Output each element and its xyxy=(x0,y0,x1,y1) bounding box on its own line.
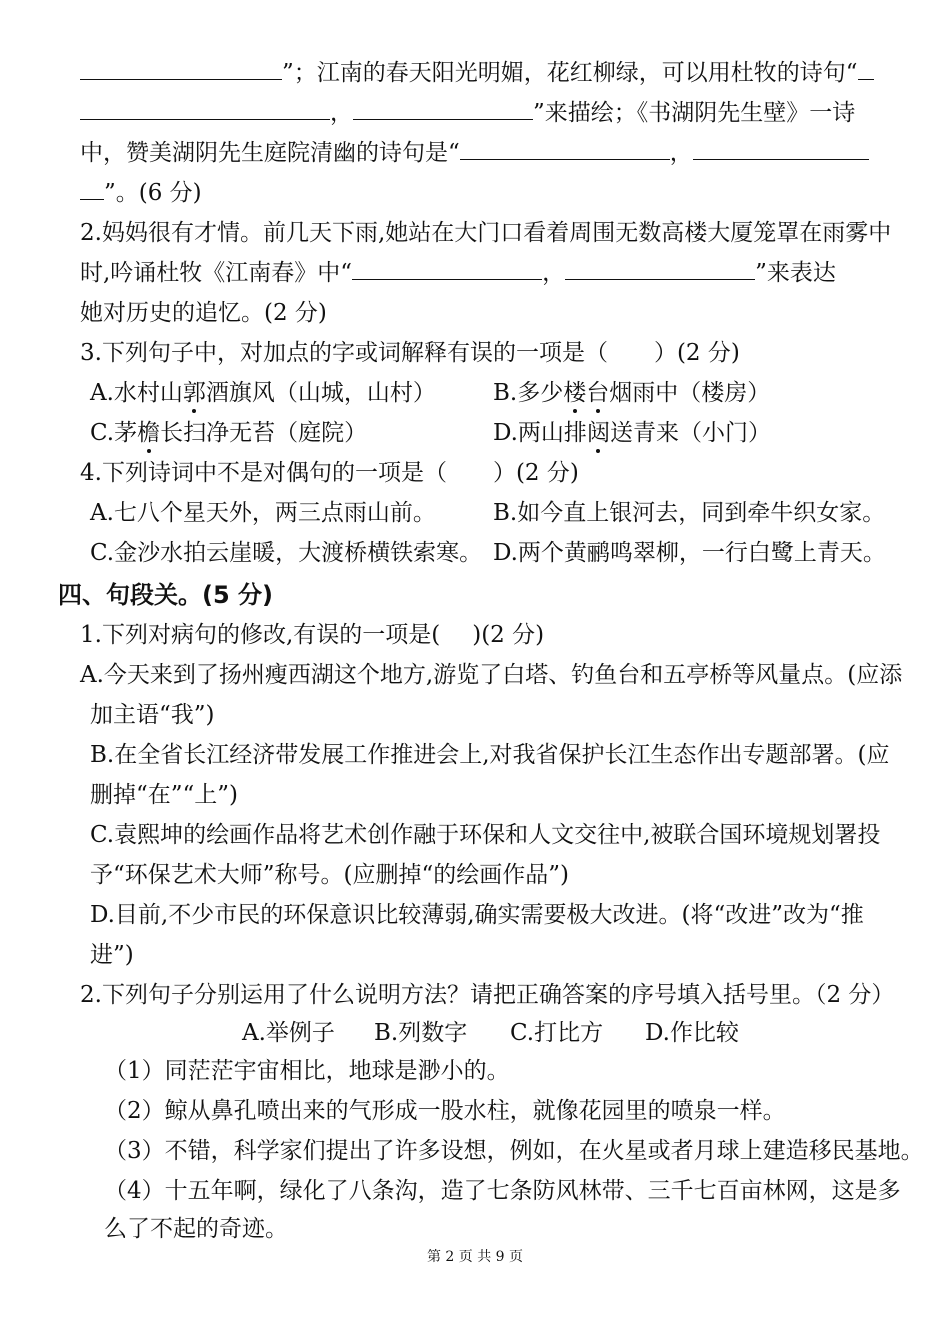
s4q2-option-a: A.举例子 xyxy=(242,1020,335,1046)
q1-line-3: 中，赞美湖阴先生庭院清幽的诗句是“ ， xyxy=(80,138,869,168)
s4q1-option-b-2: 删掉“在”“上”) xyxy=(90,782,239,808)
s4q2-option-c: C.打比方 xyxy=(510,1020,604,1046)
answer-blank[interactable] xyxy=(80,99,330,120)
s4q2-item-2: （2）鲸从鼻孔喷出来的气形成一股水柱，就像花园里的喷泉一样。 xyxy=(104,1098,786,1124)
s4q2-option-b: B.列数字 xyxy=(374,1020,468,1046)
answer-blank[interactable] xyxy=(352,259,542,280)
s4q1-option-c-2: 予“环保艺术大师”称号。(应删掉“的绘画作品”) xyxy=(90,862,569,888)
s4q2-item-4b: 么了不起的奇迹。 xyxy=(104,1216,288,1242)
s4q1-option-d-1: D.目前,不少市民的环保意识比较薄弱,确实需要极大改进。(将“改进”改为“推 xyxy=(90,902,864,928)
answer-blank[interactable] xyxy=(353,99,533,120)
q4-option-d: D.两个黄鹂鸣翠柳，一行白鹭上青天。 xyxy=(493,540,886,566)
s4q2-item-1: （1）同茫茫宇宙相比，地球是渺小的。 xyxy=(104,1058,510,1084)
q3-option-d: D.两山排闼送青来（小门） xyxy=(493,420,771,446)
q1-line-4: ”。(6 分) xyxy=(80,178,202,208)
s4q1-option-b-1: B.在全省长江经济带发展工作推进会上,对我省保护长江生态作出专题部署。(应 xyxy=(90,742,890,768)
answer-blank[interactable] xyxy=(565,259,755,280)
s4q1-option-c-1: C.袁熙坤的绘画作品将艺术创作融于环保和人文交往中,被联合国环境规划署投 xyxy=(90,822,881,848)
s4q1-option-d-2: 进”) xyxy=(90,942,134,968)
s4q1-stem: 1.下列对病句的修改,有误的一项是( )(2 分) xyxy=(80,622,545,648)
dotted-char: 檐 xyxy=(137,420,161,446)
dotted-char: 闼 xyxy=(586,420,610,446)
q3-option-b: B.多少楼台烟雨中（楼房） xyxy=(493,380,771,406)
s4q2-stem: 2.下列句子分别运用了什么说明方法？请把正确答案的序号填入括号里。（2 分） xyxy=(80,982,895,1008)
q4-option-b: B.如今直上银河去，同到牵牛织女家。 xyxy=(493,500,886,526)
q4-option-c: C.金沙水拍云崖暖，大渡桥横铁索寒。 xyxy=(90,540,483,566)
section-heading: 四、句段关。(5 分) xyxy=(58,581,273,609)
s4q1-option-a-2: 加主语“我”) xyxy=(90,702,215,728)
q3-stem: 3.下列句子中，对加点的字或词解释有误的一项是（ ）(2 分) xyxy=(80,340,740,366)
q3-option-a: A.水村山郭酒旗风（山城，山村） xyxy=(90,380,436,406)
answer-blank[interactable] xyxy=(80,59,282,80)
dotted-char: 郭 xyxy=(182,380,206,406)
s4q2-item-3: （3）不错，科学家们提出了许多设想，例如，在火星或者月球上建造移民基地。 xyxy=(104,1138,924,1164)
q2-line-1: 2.妈妈很有才情。前几天下雨,她站在大门口看着周围无数高楼大厦笼罩在雨雾中 xyxy=(80,220,892,246)
answer-blank[interactable] xyxy=(80,179,104,200)
q4-stem: 4.下列诗词中不是对偶句的一项是（ ）(2 分) xyxy=(80,460,579,486)
q3-option-c: C.茅檐长扫净无苔（庭院） xyxy=(90,420,368,446)
s4q2-item-4a: （4）十五年啊，绿化了八条沟，造了七条防风林带、三千七百亩林网，这是多 xyxy=(104,1178,901,1204)
s4q1-option-a-1: A.今天来到了扬州瘦西湖这个地方,游览了白塔、钓鱼台和五亭桥等风量点。(应添 xyxy=(80,662,903,688)
answer-blank[interactable] xyxy=(693,139,869,160)
q4-option-a: A.七八个星天外，两三点雨山前。 xyxy=(90,500,436,526)
q1-line-1: ”；江南的春天阳光明媚，花红柳绿，可以用杜牧的诗句“ xyxy=(80,58,874,88)
q2-line-3: 她对历史的追忆。(2 分) xyxy=(80,300,327,326)
s4q2-option-d: D.作比较 xyxy=(645,1020,739,1046)
dotted-char: 楼 xyxy=(563,380,587,406)
page-footer: 第 2 页 共 9 页 xyxy=(426,1249,524,1265)
dotted-char: 台 xyxy=(586,380,610,406)
answer-blank[interactable] xyxy=(460,139,670,160)
q1-line-2: ， ”来描绘；《书湖阴先生壁》一诗 xyxy=(80,98,855,128)
answer-blank[interactable] xyxy=(858,59,874,80)
q2-line-2: 时,吟诵杜牧《江南春》中“ ， ”来表达 xyxy=(80,260,836,286)
